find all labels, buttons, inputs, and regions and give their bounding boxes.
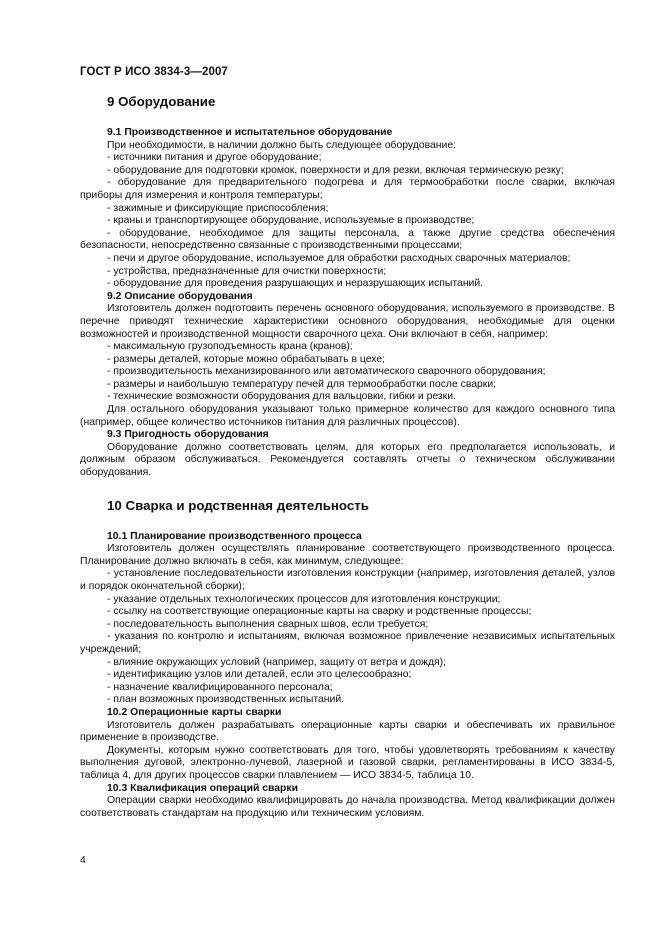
list-item: - указание отдельных технологических процессов для изготовления конструкции;	[80, 594, 615, 607]
subsection-heading: 9.3 Пригодность оборудования	[107, 429, 269, 441]
paragraph: При необходимости, в наличии должно быть следующее оборудование:	[107, 139, 456, 151]
subsection-heading: 10.2 Операционные карты сварки	[107, 706, 282, 718]
list-item: - печи и другое оборудование, используемое для обработки расходных сварочных материалов;	[80, 253, 615, 266]
subsection-heading: 9.2 Описание оборудования	[107, 290, 253, 302]
list-item: - максимальную грузоподъемность крана (кранов);	[80, 341, 615, 354]
section-heading: 10 Сварка и родственная деятельность	[107, 497, 369, 513]
list-item: - краны и транспортирующее оборудование, используемые в производстве;	[80, 215, 615, 228]
list-item: - источники питания и другое оборудование;	[80, 152, 615, 165]
list-item: - назначение квалифицированного персонала;	[80, 682, 615, 695]
list-item: - оборудование для подготовки кромок, поверхности и для резки, включая термическую резку;	[80, 165, 615, 178]
paragraph: Изготовитель должен осуществлять планирование соответствующего производственного процесса. Планирование должно включать в себя, как минимум, следующее:	[80, 543, 615, 567]
document-header: ГОСТ Р ИСО 3834-3—2007	[80, 66, 228, 78]
list-item: - оборудование для проведения разрушающих и неразрушающих испытаний.	[80, 278, 615, 291]
document-body	[80, 90, 615, 820]
list-item: - ссылку на соответствующие операционные карты на сварку и родственные процессы;	[80, 606, 615, 619]
list-item: - последовательность выполнения сварных швов, если требуется;	[80, 619, 615, 632]
paragraph: Документы, которым нужно соответствовать для того, чтобы удовлетворять требованиям к качеству выполнения дуговой, электронно-лучевой, лазерной и газовой сварки, регламентированы в ИСО 3834-5, таблица 4, для других процессов сварки плавлением — ИСО 3834-5, таблица 10.	[80, 744, 615, 781]
paragraph: Операции сварки необходимо квалифицировать до начала производства. Метод квалификации должен соответствовать стандартам на продукцию или техническим условиям.	[80, 795, 615, 819]
list-item: - производительность механизированного или автоматического сварочного оборудования;	[80, 366, 615, 379]
section-spacer	[80, 480, 615, 494]
list-item: - идентификацию узлов или деталей, если это целесообразно;	[80, 669, 615, 682]
list-item: - оборудование, необходимое для защиты персонала, а также другие средства обеспечения безопасности, непосредственно связанные с производственными процессами;	[80, 228, 615, 253]
list-item: - указания по контролю и испытаниям, включая возможное привлечение независимых испытательных учреждений;	[80, 631, 615, 656]
page-number: 4	[80, 855, 86, 866]
paragraph: Изготовитель должен подготовить перечень основного оборудования, используемого в производстве. В перечне приводят технические характеристики основного оборудования, необходимые для оценки возможностей и производственной мощности сварочного цеха. Они включают в себя, например:	[80, 303, 615, 340]
subsection-heading: 9.1 Производственное и испытательное оборудование	[107, 127, 393, 138]
paragraph: Для остального оборудования указывают только примерное количество для каждого основного типа (например, общее количество источников питания для различных процессов).	[80, 404, 615, 428]
paragraph: Изготовитель должен разрабатывать операционные карты сварки и обеспечивать их правильное применение в производстве.	[80, 719, 615, 744]
list-item: - влияние окружающих условий (например, защиту от ветра и дождя);	[80, 657, 615, 670]
list-item: - технические возможности оборудования для вальцовки, гибки и резки.	[80, 391, 615, 404]
list-item: - размеры деталей, которые можно обрабатывать в цехе;	[80, 354, 615, 367]
list-item: - устройства, предназначенные для очистки поверхности;	[80, 266, 615, 279]
list-item: - размеры и наибольшую температуру печей для термообработки после сварки;	[80, 379, 615, 392]
subsection-heading: 10.1 Планирование производственного процесса	[107, 530, 362, 542]
paragraph: Оборудование должно соответствовать целям, для которых его предполагается использовать, и должным образом обслуживаться. Рекомендуется составлять отчеты о техническом обслуживании оборудования.	[80, 441, 615, 479]
list-item: - установление последовательности изготовления конструкции (например, изготовления деталей, узлов и порядок окончательной сборки);	[80, 568, 615, 593]
list-item: - план возможных производственных испытаний.	[80, 694, 615, 707]
list-item: - зажимные и фиксирующие приспособления;	[80, 203, 615, 216]
subsection-heading: 10.3 Квалификация операций сварки	[107, 782, 298, 794]
list-item: - оборудование для предварительного подогрева и для термообработки после сварки, включая приборы для измерения и контроля температуры;	[80, 177, 615, 202]
section-heading: 9 Оборудование	[107, 94, 216, 109]
